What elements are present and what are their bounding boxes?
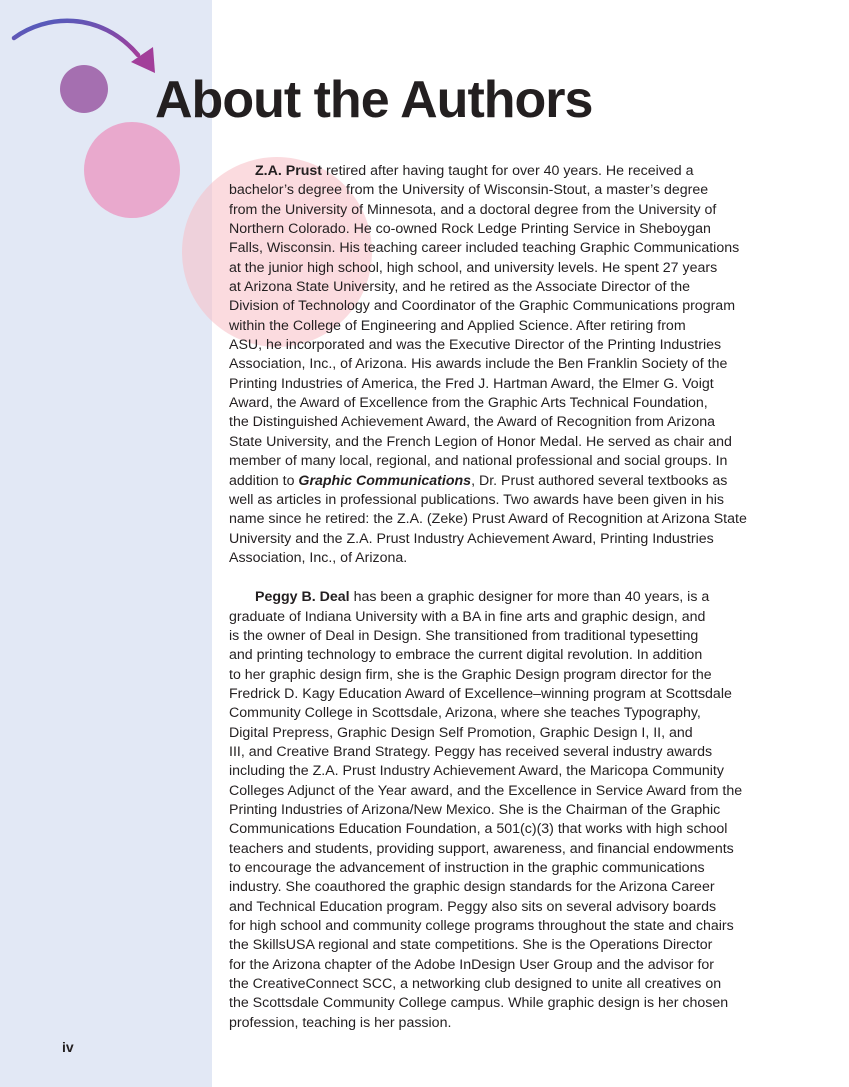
text-segment: Association, Inc., of Arizona. His awards include the Ben Franklin Society of the [229, 356, 728, 373]
text-line [229, 685, 829, 704]
text-segment: Digital Prepress, Graphic Design Self Promotion, Graphic Design I, II, and [229, 724, 693, 741]
book-title: Graphic Communications [298, 472, 472, 489]
text-segment: Communications Education Foundation, a 501(c)(3) that works with high school [229, 821, 728, 838]
text-segment: Division of Technology and Coordinator of the Graphic Communications program [229, 298, 736, 315]
text-line [229, 840, 829, 859]
text-line [229, 239, 829, 258]
text-segment: the Distinguished Achievement Award, the Award of Recognition from Arizona [229, 414, 716, 431]
text-segment: within the College of Engineering and Applied Science. After retiring from [229, 317, 686, 334]
text-segment: Colleges Adjunct of the Year award, and the Excellence in Service Award from the [229, 782, 743, 799]
text-line [229, 878, 829, 897]
text-segment: and printing technology to embrace the current digital revolution. In addition [229, 647, 703, 664]
text-line [229, 975, 829, 994]
text-segment: , Dr. Prust authored several textbooks as [471, 472, 728, 489]
text-segment: Association, Inc., of Arizona. [229, 549, 408, 566]
page-number: iv [62, 1039, 74, 1055]
text-line [229, 472, 829, 491]
text-line [229, 724, 829, 743]
text-line [229, 530, 829, 549]
text-segment: Award, the Award of Excellence from the Graphic Arts Technical Foundation, [229, 395, 708, 412]
text-line [229, 510, 829, 529]
text-segment: bachelor’s degree from the University of Wisconsin-Stout, a master’s degree [229, 182, 709, 199]
text-line [229, 936, 829, 955]
text-segment: and Technical Education program. Peggy also sits on several advisory boards [229, 898, 717, 915]
text-line [229, 278, 829, 297]
text-line [229, 452, 829, 471]
text-line [229, 666, 829, 685]
text-segment: has been a graphic designer for more than 40 years, is a [349, 589, 710, 606]
text-segment: for the Arizona chapter of the Adobe InDesign User Group and the advisor for [229, 956, 715, 973]
text-segment: the SkillsUSA regional and state competitions. She is the Operations Director [229, 937, 713, 954]
text-line [229, 743, 829, 762]
text-segment: Northern Colorado. He co-owned Rock Ledge Printing Service in Sheboygan [229, 221, 711, 238]
text-segment: Printing Industries of America, the Fred J. Hartman Award, the Elmer G. Voigt [229, 375, 714, 392]
text-segment: addition to [229, 472, 299, 489]
text-line [229, 355, 829, 374]
text-segment: graduate of Indiana University with a BA in fine arts and graphic design, and [229, 608, 706, 625]
text-line [229, 898, 829, 917]
text-line [229, 394, 829, 413]
text-line [229, 433, 829, 452]
text-segment: is the owner of Deal in Design. She transitioned from traditional typesetting [229, 627, 699, 644]
text-line [229, 608, 829, 627]
text-segment: well as articles in professional publications. Two awards have been given in his [229, 491, 724, 508]
text-segment: University and the Z.A. Prust Industry Achievement Award, Printing Industries [229, 530, 714, 547]
text-line [229, 704, 829, 723]
text-line [229, 917, 829, 936]
text-segment: teachers and students, providing support, awareness, and financial endowments [229, 840, 734, 857]
text-segment: at Arizona State University, and he retired as the Associate Director of the [229, 279, 691, 296]
text-line [229, 181, 829, 200]
text-line [229, 762, 829, 781]
text-line [229, 297, 829, 316]
text-line [229, 801, 829, 820]
author-bio-prust [229, 162, 829, 568]
text-segment: from the University of Minnesota, and a doctoral degree from the University of [229, 201, 717, 218]
text-line [229, 994, 829, 1013]
text-segment: Fredrick D. Kagy Education Award of Excellence–winning program at Scottsdale [229, 685, 732, 702]
text-line [229, 1014, 829, 1033]
author-name: Z.A. Prust [255, 163, 323, 179]
text-line [229, 259, 829, 278]
author-bio-deal [229, 588, 829, 1033]
text-segment: including the Z.A. Prust Industry Achievement Award, the Maricopa Community [229, 763, 724, 780]
text-line [229, 588, 829, 607]
text-line [229, 859, 829, 878]
text-line [229, 413, 829, 432]
text-segment: name since he retired: the Z.A. (Zeke) Prust Award of Recognition at Arizona State [229, 511, 747, 528]
page-title: About the Authors [155, 71, 593, 129]
text-line [229, 956, 829, 975]
text-line [229, 317, 829, 336]
text-segment: the CreativeConnect SCC, a networking club designed to unite all creatives on [229, 976, 722, 993]
text-line [229, 782, 829, 801]
text-segment: at the junior high school, high school, and university levels. He spent 27 years [229, 259, 718, 276]
text-segment: Falls, Wisconsin. His teaching career included teaching Graphic Communications [229, 240, 740, 257]
text-line [229, 627, 829, 646]
text-segment: Community College in Scottsdale, Arizona, where she teaches Typography, [229, 705, 701, 722]
text-line [229, 336, 829, 355]
text-segment: to encourage the advancement of instruction in the graphic communications [229, 860, 705, 877]
text-segment: III, and Creative Brand Strategy. Peggy has received several industry awards [229, 743, 713, 760]
text-line [229, 646, 829, 665]
text-line [229, 201, 829, 220]
text-line [229, 549, 829, 568]
text-segment: Printing Industries of Arizona/New Mexico. She is the Chairman of the Graphic [229, 802, 721, 818]
curved-arrow-icon [0, 0, 170, 80]
text-segment: the Scottsdale Community College campus. While graphic design is her chosen [229, 995, 729, 1012]
text-segment: State University, and the French Legion of Honor Medal. He served as chair and [229, 433, 732, 450]
text-segment: ASU, he incorporated and was the Executive Director of the Printing Industries [229, 337, 722, 354]
text-segment: industry. She coauthored the graphic design standards for the Arizona Career [229, 879, 715, 896]
text-segment: retired after having taught for over 40 years. He received a [322, 163, 694, 179]
text-line [229, 375, 829, 394]
author-name: Peggy B. Deal [255, 589, 350, 606]
text-line [229, 491, 829, 510]
text-line [229, 820, 829, 839]
text-line [229, 162, 829, 181]
text-segment: for high school and community college programs throughout the state and chairs [229, 918, 734, 935]
text-segment: profession, teaching is her passion. [229, 1014, 452, 1031]
text-segment: to her graphic design firm, she is the Graphic Design program director for the [229, 666, 712, 683]
text-line [229, 220, 829, 239]
text-segment: member of many local, regional, and national professional and social groups. In [229, 453, 728, 470]
decorative-circle-pink [84, 122, 180, 218]
body-text [229, 162, 829, 1053]
